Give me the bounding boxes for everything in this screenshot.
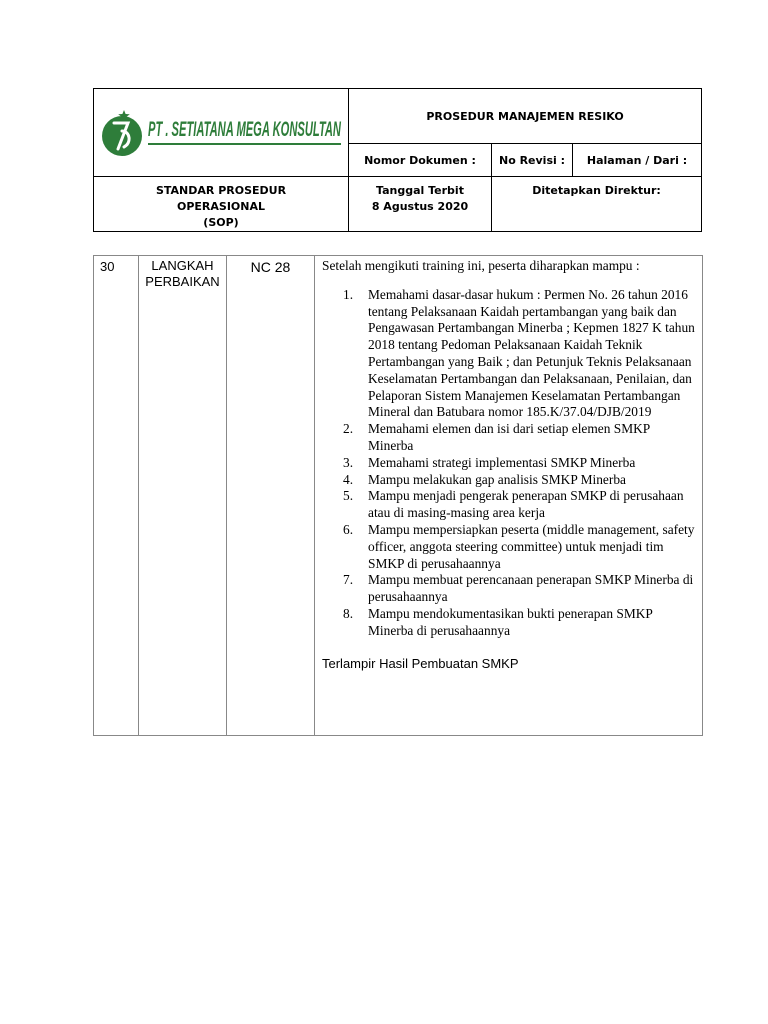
list-item (322, 472, 696, 489)
tanggal-terbit (349, 177, 492, 232)
list-item-text: Memahami strategi implementasi SMKP Minerba (368, 454, 636, 470)
row-number: 30 (94, 256, 139, 736)
list-item (322, 606, 696, 640)
step-line-1: LANGKAH (151, 258, 214, 273)
sop-line-2: OPERASIONAL (176, 200, 265, 213)
procedure-table (93, 255, 703, 736)
list-item-text: Memahami dasar-dasar hukum : Permen No. 26 tahun 2016 tentang Pelaksanaan Kaidah pertambangan yang baik dan Pengawasan Pertambangan Minerba ; Kepmen 1827 K tahun 2018 tentang Pedoman Pelaksanaan Kaidah Teknik Pertambangan yang Baik ; dan Petunjuk Teknis Pelaksanaan Keselamatan Pertambangan dan Pelaksanaan, Penilaian, dan Pelaporan Sistem Manajemen Keselamatan Pertambangan Mineral dan Batubara nomor 185.K/37.04/DJB/2019 (368, 286, 695, 420)
list-item (322, 421, 696, 455)
objectives-list (322, 287, 696, 640)
company-logo (100, 109, 345, 159)
list-item-number: 3. (343, 454, 354, 470)
nomor-dokumen-label: Nomor Dokumen : (349, 144, 492, 177)
list-item (322, 455, 696, 472)
list-item-number: 2. (343, 421, 354, 437)
list-item (322, 522, 696, 572)
sop-line-3: (SOP) (203, 216, 239, 229)
list-item-number: 8. (343, 605, 354, 621)
document-header (93, 88, 702, 232)
logo-cell (94, 89, 349, 177)
list-item-number: 5. (343, 488, 354, 504)
step-line-2: PERBAIKAN (145, 274, 220, 289)
list-item-text: Mampu menjadi pengerak penerapan SMKP di perusahaan atau di masing-masing area kerja (368, 488, 684, 521)
halaman-label: Halaman / Dari : (573, 144, 702, 177)
row-content (315, 256, 703, 736)
attachment-note: Terlampir Hasil Pembuatan SMKP (322, 655, 519, 671)
doc-title: PROSEDUR MANAJEMEN RESIKO (349, 89, 702, 144)
list-item (322, 287, 696, 421)
nc-code: NC 28 (227, 256, 315, 736)
list-item-number: 7. (343, 572, 354, 588)
tanggal-label: Tanggal Terbit (376, 184, 464, 197)
tanggal-value: 8 Agustus 2020 (371, 200, 469, 213)
list-item-text: Mampu mendokumentasikan bukti penerapan SMKP Minerba di perusahaannya (368, 605, 653, 638)
list-item (322, 572, 696, 606)
company-name: PT . SETIATANA MEGA KONSULTAN (148, 118, 342, 141)
list-item (322, 488, 696, 522)
list-item-text: Mampu melakukan gap analisis SMKP Minerba (368, 471, 626, 487)
step-name (139, 256, 227, 736)
no-revisi-label: No Revisi : (492, 144, 573, 177)
ditetapkan-direktur: Ditetapkan Direktur: (492, 177, 702, 232)
list-item-text: Mampu mempersiapkan peserta (middle management, safety officer, anggota steering committee) untuk menjadi tim SMKP di perusahaannya (368, 521, 695, 571)
intro-text: Setelah mengikuti training ini, peserta diharapkan mampu : (322, 258, 640, 273)
list-item-number: 6. (343, 521, 354, 537)
list-item-text: Memahami elemen dan isi dari setiap elemen SMKP Minerba (368, 421, 650, 453)
list-item-number: 4. (343, 471, 354, 487)
list-item-number: 1. (343, 286, 354, 302)
sop-line-1: STANDAR PROSEDUR (155, 184, 287, 197)
list-item-text: Mampu membuat perencanaan penerapan SMKP Minerba di perusahaannya (368, 572, 694, 605)
sop-label (94, 177, 349, 232)
logo-underline (148, 143, 341, 145)
